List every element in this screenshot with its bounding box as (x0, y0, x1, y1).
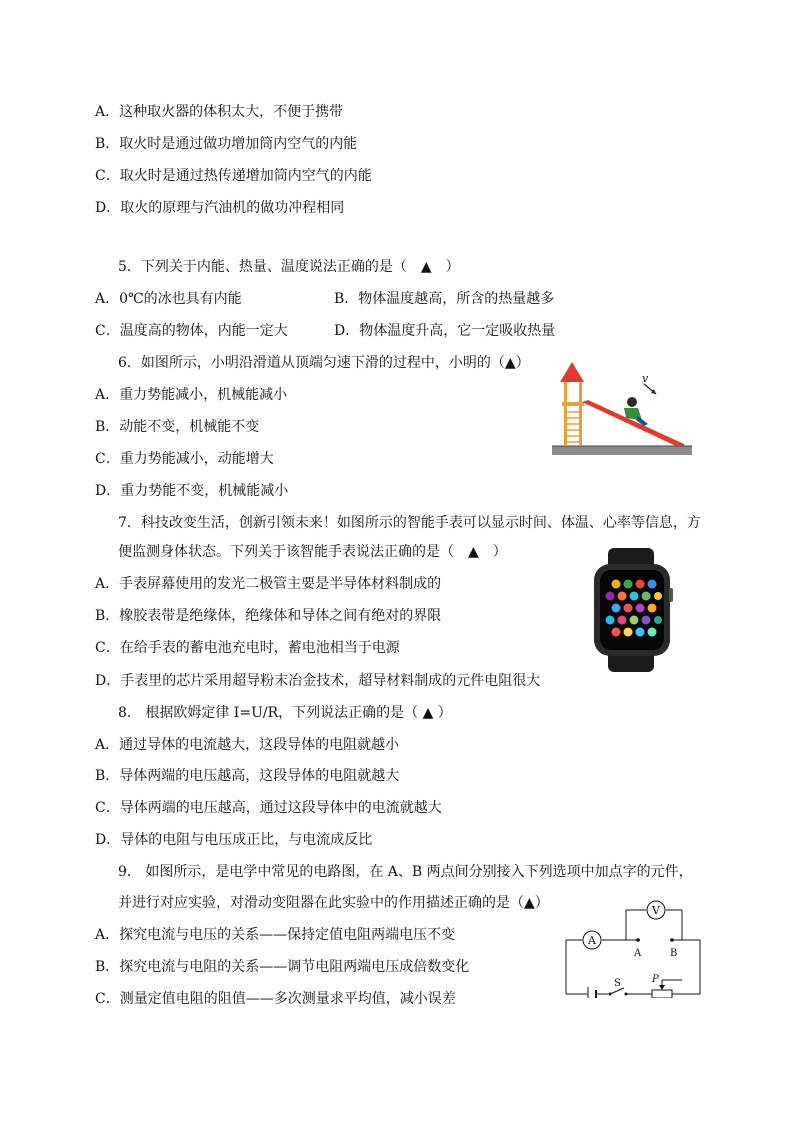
voltmeter-label: V (652, 904, 660, 917)
q6-option-c: C．重力势能减小，动能增大 (95, 451, 274, 467)
rheostat (652, 990, 672, 998)
q8-stem: 8． 根据欧姆定律 I=U/R，下列说法正确的是（ ▲ ） (118, 705, 452, 721)
q7-stem-line1: 7．科技改变生活，创新引领未来！如图所示的智能手表可以显示时间、体温、心率等信息，方 (118, 515, 701, 531)
q8-option-b: B．导体两端的电压越高，这段导体的电阻就越大 (95, 768, 400, 784)
q9-stem-line2: 并进行对应实验，对滑动变阻器在此实验中的作用描述正确的是（▲） (118, 895, 549, 911)
child-head (627, 397, 637, 407)
q4-option-d: D．取火的原理与汽油机的做功冲程相同 (95, 200, 345, 216)
circuit-diagram (560, 896, 710, 998)
q9-stem-line1: 9． 如图所示，是电学中常见的电路图，在 A、B 两点间分别接入下列选项中加点字的元件， (118, 864, 693, 880)
slider-label: P (652, 974, 659, 985)
q5-option-d: D．物体温度升高，它一定吸收热量 (334, 323, 556, 339)
slide-figure (552, 360, 692, 458)
roof (560, 362, 584, 382)
q8-option-c: C．导体两端的电压越高，通过这段导体中的电流就越大 (95, 800, 442, 816)
q8-option-a: A．通过导体的电流越大，这段导体的电阻就越小 (95, 737, 400, 753)
ammeter-label: A (588, 934, 596, 947)
q6-option-d: D．重力势能不变，机械能减小 (95, 483, 289, 499)
q4-option-a: A．这种取火器的体积太大，不便于携带 (95, 104, 344, 120)
q9-option-c: C．测量定值电阻的阻值——多次测量求平均值，减小误差 (95, 991, 456, 1007)
q6-option-a: A．重力势能减小，机械能减小 (95, 387, 288, 403)
q5-option-b: B．物体温度越高，所含的热量越多 (334, 291, 555, 307)
q7-option-d: D．手表里的芯片采用超导粉末冶金技术，超导材料制成的元件电阻很大 (95, 673, 541, 689)
rheostat-slider-arrow (659, 985, 665, 990)
q6-stem: 6．如图所示，小明沿滑道从顶端匀速下滑的过程中，小明的（▲） (118, 355, 530, 371)
q6-option-b: B．动能不变，机械能不变 (95, 419, 260, 435)
smartwatch-figure (590, 548, 674, 672)
velocity-label: v (642, 372, 649, 385)
q7-stem-line2: 便监测身体状态。下列关于该智能手表说法正确的是（ ▲ ） (118, 544, 507, 560)
switch-label: S (614, 978, 621, 989)
q7-option-b: B．橡胶表带是绝缘体，绝缘体和导体之间有绝对的界限 (95, 608, 442, 624)
point-b-label: B (670, 948, 678, 959)
q5-stem: 5．下列关于内能、热量、温度说法正确的是（ ▲ ） (118, 259, 460, 275)
slide-board (582, 400, 684, 446)
q5-option-c: C．温度高的物体，内能一定大 (95, 323, 288, 339)
q5-option-a: A．0℃的冰也具有内能 (95, 291, 242, 307)
q9-option-a: A．探究电流与电压的关系——保持定值电阻两端电压不变 (95, 927, 456, 943)
q8-option-d: D．导体的电阻与电压成正比，与电流成反比 (95, 832, 373, 848)
ground (552, 446, 692, 455)
watch-crown (669, 588, 673, 602)
q7-option-a: A．手表屏幕使用的发光二极管主要是半导体材料制成的 (95, 576, 442, 592)
q4-option-c: C．取火时是通过热传递增加筒内空气的内能 (95, 168, 372, 184)
point-a-label: A (634, 948, 642, 959)
q9-option-b: B．探究电流与电阻的关系——调节电阻两端电压成倍数变化 (95, 959, 470, 975)
q7-option-c: C．在给手表的蓄电池充电时，蓄电池相当于电源 (95, 640, 400, 656)
q4-option-b: B．取火时是通过做功增加筒内空气的内能 (95, 136, 358, 152)
